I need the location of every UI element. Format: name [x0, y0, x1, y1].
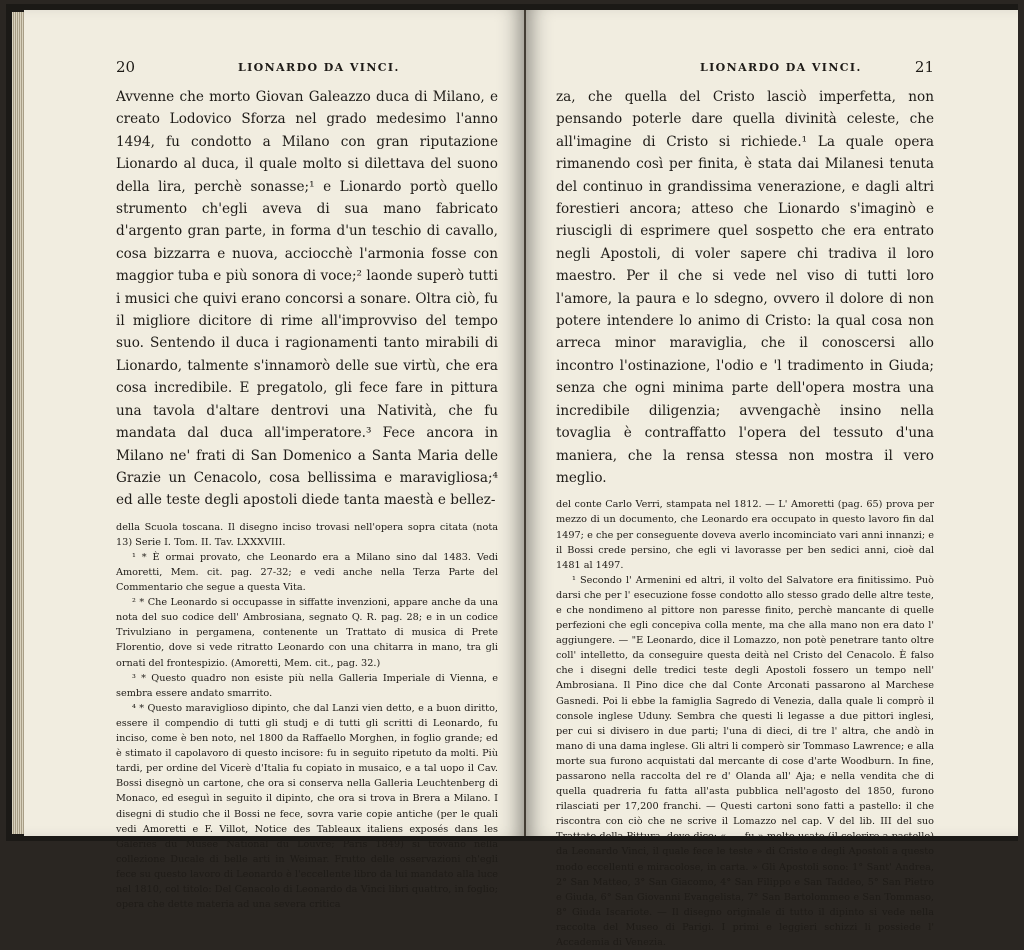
right-page-number: 21 [914, 58, 934, 76]
left-page-number: 20 [116, 58, 136, 76]
right-footnotes [556, 497, 934, 950]
left-footnote-1: ¹ * È ormai provato, che Leonardo era a Milano sino dal 1483. Vedi Amoretti, Mem. cit. pag. 27-32; e vedi anche nella Terza Parte del Commentario che segue a questa Vita. [116, 551, 498, 594]
left-footnote-2: ² * Che Leonardo si occupasse in siffatte invenzioni, appare anche da una nota del suo codice dell' Ambrosiana, segnato Q. R. pag. 28; e in un codice Trivulziano in pergamena, contenente un Trattato di musica di Prete Florentio, dove si vede ritratto Leonardo con una chitarra in mano, tra gli ornati del frontespizio. (Amoretti, Mem. cit., pag. 32.) [116, 597, 498, 669]
left-page [24, 10, 524, 911]
left-footnote-4: ⁴ * Questo maraviglioso dipinto, che dal Lanzi vien detto, e a buon diritto, essere il compendio di tutti gli studj e di tutti gli scritti di Leonardo, fu inciso, come è ben noto, nel 1800 da Raffaello Morghen, in foglio grande; ed è stimato il capolavoro di questo incisore: fu in seguito ripetuto da molti. Più tardi, per ordine del Vicerè d'Italia fu copiato in musaico, e a tal uopo il Cav. Bossi disegnò un cartone, che ora si conserva nella Galleria Leuchtenberg di Monaco, ed eseguì in seguito il dipinto, che ora si trova in Brera a Milano. I disegni di studio che il Bossi ne fece, sovra varie copie antiche (per le quali vedi Amoretti e F. Villot, Notice des Tableaux italiens exposés dans les Galeries du Musée National du Louvre; Paris 1849) si trovano nella collezione Ducale di belle arti in Weimar. Frutto delle osservazioni ch'egli fece su questo lavoro di Leonardo è l'eccellente libro da lui mandato alla luce nel 1810, col titolo: Del Cenacolo di Leonardo da Vinci libri quattro, in foglio; opera che dette materia ad una severa critica [116, 702, 498, 911]
left-running-title: LIONARDO DA VINCI. [238, 61, 400, 74]
left-page-edges [12, 12, 24, 834]
right-running-header [556, 58, 934, 80]
left-footnote-continuation: della Scuola toscana. Il disegno inciso trovasi nell'opera sopra citata (nota 13) Serie I. Tom. II. Tav. LXXXVIII. [116, 521, 498, 548]
left-footnote-3: ³ * Questo quadro non esiste più nella Galleria Imperiale di Vienna, e sembra essere andato smarrito. [116, 672, 498, 699]
right-running-title: LIONARDO DA VINCI. [700, 61, 862, 74]
right-footnote-continuation: del conte Carlo Verri, stampata nel 1812. — L' Amoretti (pag. 65) prova per mezzo di un documento, che Leonardo era occupato in questo lavoro fin dal 1497; e che per conseguente doveva averlo incominciato vari anni innanzi; e il Bossi crede persino, che egli vi lavorasse per ben sedici anni, cioè dal 1481 al 1497. [556, 499, 934, 571]
open-book [6, 4, 1018, 949]
right-body-text: za, che quella del Cristo lasciò imperfetta, non pensando poterle dare quella divinità celeste, che all'imagine di Cristo si richiede.¹ La quale opera rimanendo così per finita, è stata dai Milanesi tenuta del continuo in grandissima venerazione, e dagli altri forestieri ancora; atteso che Lionardo s'imaginò e riuscigli di esprimere quel sospetto che era entrato negli Apostoli, di voler sapere chi tradiva il loro maestro. Per il che si vede nel viso di tutti loro l'amore, la paura e lo sdegno, ovvero il dolore di non potere intendere lo animo di Cristo: la qual cosa non arreca minor maraviglia, che il conoscersi allo incontro l'ostinazione, l'odio e 'l tradimento in Giuda; senza che ogni minima parte dell'opera mostra una incredibile diligenzia; avvengachè insino nella tovaglia è contraffatto l'opera del tessuto d'una maniera, che la rensa stessa non mostra il vero meglio. [556, 89, 934, 486]
right-footnote-1: ¹ Secondo l' Armenini ed altri, il volto del Salvatore era finitissimo. Può darsi che per l' esecuzione fosse condotto allo stesso grado delle altre teste, e che nondimeno al pittore non paresse finito, perchè mancante di quelle perfezioni che egli concepiva colla mente, ma che alla mano non era dato l' aggiungere. — "E Leonardo, dice il Lomazzo, non potè penetrare tanto oltre coll' intelletto, da conseguire questa deità nel Cristo del Cenacolo. È falso che i disegni delle tredici teste degli Apostoli fossero un tempo nell' Ambrosiana. Il Pino dice che dal Conte Arconati passarono al Marchese Gasnedi. Poi li ebbe la famiglia Sagredo di Venezia, dalla quale li comprò il console inglese Uduny. Sembra che questi li legasse a due pittori inglesi, per cui si divisero in due parti; l'una di dieci, di tre l' altra, che andò in mano di una dama inglese. Gli altri li comperò sir Tommaso Lawrence; e alla morte sua furono acquistati dal mercante di cose d'arte Woodburn. In fine, passarono nella raccolta del re d' Olanda all' Aja; e nella vendita che di quella quadreria fu fatta all'asta pubblica nell'agosto del 1850, furono rilasciati per 17,200 franchi. — Questi cartoni sono fatti a pastello: il che riscontra con ciò che ne scrive il Lomazzo nel cap. V del lib. III del suo Trattato della Pittura, dove dice: «......fu » molto usato (il colorire a pastello) da Leonardo Vinci, il quale fece le teste » di Cristo e degli Apostoli a questo modo eccellenti e miracolose, in carta. » Gli Apostoli sono: 1° Sant' Andrea, 2° San Matteo, 3° San Giacomo, 4° San Filippo e San Taddeo, 5° San Pietro e Giuda, 6° San Giovanni Evangelista, 7° San Bartolommeo e San Tommaso, 8° Giuda Iscariote. — Il disegno originale di tutto il dipinto si vede nella raccolta del Museo di Parigi. I primi e leggieri schizzi li possiede l' Accademia di Venezia. [556, 574, 934, 949]
left-running-header [116, 58, 498, 80]
right-page [526, 10, 1018, 949]
left-body-text: Avvenne che morto Giovan Galeazzo duca di Milano, e creato Lodovico Sforza nel grado medesimo l'anno 1494, fu condotto a Milano con gran riputazione Lionardo al duca, il quale molto si dilettava del suono della lira, perchè sonasse;¹ e Lionardo portò quello strumento ch'egli aveva di sua mano fabricato d'argento gran parte, in forma d'un teschio di cavallo, cosa bizzarra e nuova, acciocchè l'armonia fosse con maggior tuba e più sonora di voce;² laonde superò tutti i musici che quivi erano concorsi a sonare. Oltra ciò, fu il migliore dicitore di rime all'improvviso del tempo suo. Sentendo il duca i ragionamenti tanto mirabili di Lionardo, talmente s'innamorò delle sue virtù, che era cosa incredibile. E pregatolo, gli fece fare in pittura una tavola d'altare dentrovi una Natività, che fu mandata dal duca all'imperatore.³ Fece ancora in Milano ne' frati di San Domenico a Santa Maria delle Grazie un Cenacolo, cosa bellissima e maravigliosa;⁴ ed alle teste degli apostoli diede tanta maestà e bellez- [116, 89, 498, 509]
left-footnotes [116, 520, 498, 912]
